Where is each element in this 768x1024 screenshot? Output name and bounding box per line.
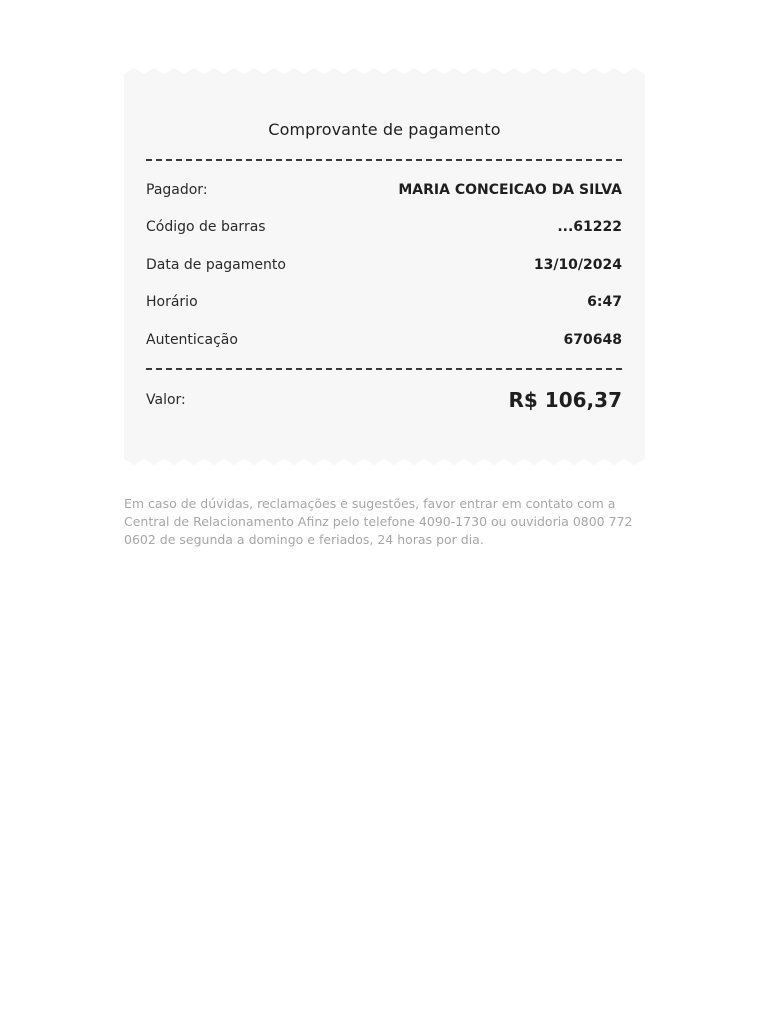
row-amount xyxy=(146,388,622,420)
payment-date-label: Data de pagamento xyxy=(146,257,286,273)
payment-date-value: 13/10/2024 xyxy=(533,257,622,273)
authentication-label: Autenticação xyxy=(146,332,238,348)
amount-value: R$ 106,37 xyxy=(508,388,622,412)
receipt-title: Comprovante de pagamento xyxy=(268,120,501,139)
row-barcode xyxy=(146,216,622,238)
time-value: 6:47 xyxy=(587,294,622,310)
divider-top xyxy=(146,159,622,161)
authentication-value: 670648 xyxy=(563,332,622,348)
row-time xyxy=(146,291,622,313)
payer-value: MARIA CONCEICAO DA SILVA xyxy=(398,182,622,198)
time-label: Horário xyxy=(146,294,198,310)
row-payer xyxy=(146,179,622,201)
payment-receipt xyxy=(124,68,645,465)
amount-label: Valor: xyxy=(146,392,186,408)
divider-bottom xyxy=(146,368,622,370)
support-contact-note: Em caso de dúvidas, reclamações e sugestões, favor entrar em contato com a Central de Relacionamento Afinz pelo telefone 4090-1730 ou ouvidoria 0800 772 0602 de segunda a domingo e feriados, 24 horas por dia. xyxy=(124,496,633,547)
barcode-label: Código de barras xyxy=(146,219,266,235)
barcode-value: ...61222 xyxy=(557,219,622,235)
payer-label: Pagador: xyxy=(146,182,208,198)
row-authentication xyxy=(146,329,622,351)
row-payment-date xyxy=(146,254,622,276)
